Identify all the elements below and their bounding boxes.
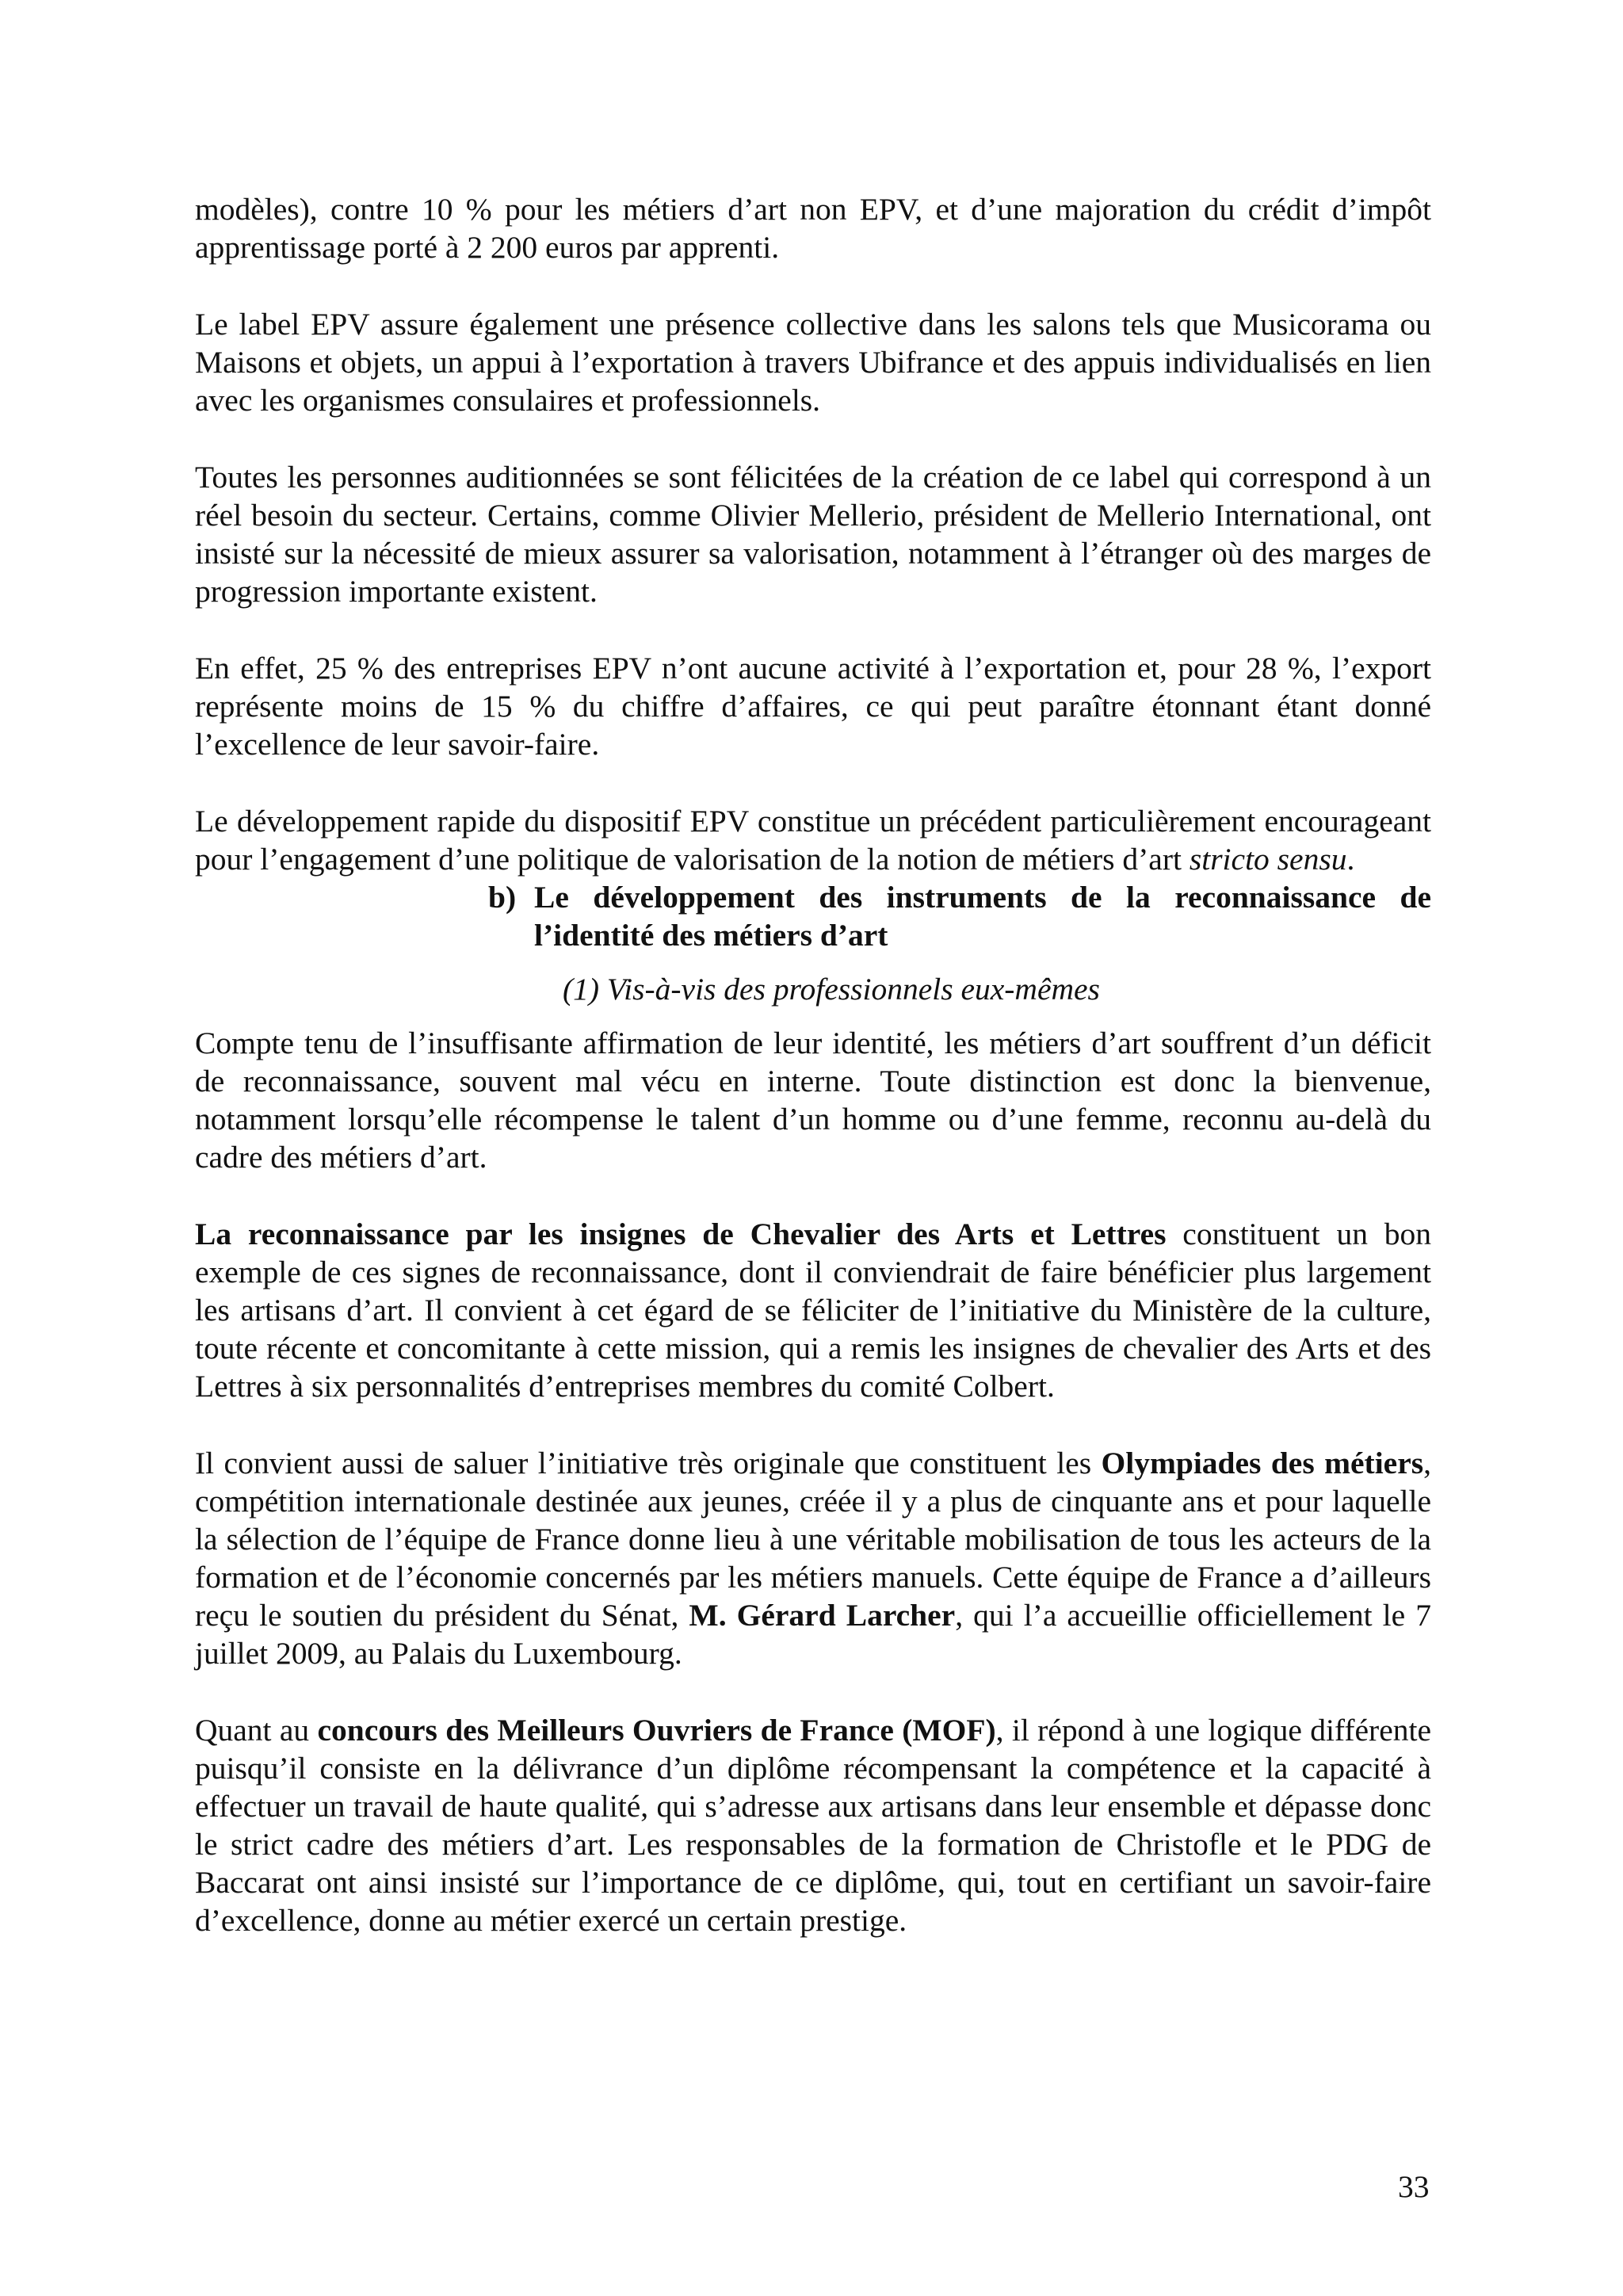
paragraph <box>195 1024 1431 1176</box>
text-run: . <box>1346 842 1355 877</box>
subsection-heading: (1) Vis-à-vis des professionnels eux-mêmes <box>563 972 1100 1007</box>
text-run: Le label EPV assure également une présence collective dans les salons tels que Musicorama ou Maisons et objets, un appui à l’exportation à travers Ubifrance et des appuis individualisés en lien avec les organismes consulaires et professionnels. <box>195 307 1431 418</box>
text-run: Quant au <box>195 1713 318 1748</box>
text-run: Le développement rapide du dispositif EPV constitue un précédent particulièrement encourageant pour l’engagement d’une politique de valorisation de la notion de métiers d’art <box>195 804 1431 877</box>
paragraph <box>195 1215 1431 1405</box>
paragraph <box>195 1711 1431 1939</box>
bold-run: M. Gérard Larcher <box>689 1598 956 1633</box>
paragraphs-top <box>195 190 1431 878</box>
italic-run: stricto sensu <box>1189 842 1347 877</box>
paragraph <box>195 1444 1431 1672</box>
text-run: Compte tenu de l’insuffisante affirmation de leur identité, les métiers d’art souffrent d’un déficit de reconnaissance, souvent mal vécu en interne. Toute distinction est donc la bienvenue, notamment lorsqu’elle récompense le talent d’un homme ou d’une femme, reconnu au-delà du cadre des métiers d’art. <box>195 1026 1431 1175</box>
text-run: constituent un bon exemple de ces signes de reconnaissance, dont il conviendrait de faire bénéficier plus largement les artisans d’art. Il convient à cet égard de se féliciter de l’initiative du Ministère de la culture, toute récente et concomitante à cette mission, qui a remis les insignes de chevalier des Arts et des Lettres à six personnalités d’entreprises membres du comité Colbert. <box>195 1217 1431 1404</box>
bold-run: Olympiades des métiers <box>1101 1446 1424 1480</box>
text-run: , il répond à une logique différente puisqu’il consiste en la délivrance d’un diplôme récompensant la compétence et la capacité à effectuer un travail de haute qualité, qui s’adresse aux artisans dans leur ensemble et dépasse donc le strict cadre des métiers d’art. Les responsables de la formation de Christofle et le PDG de Baccarat ont ainsi insisté sur l’importance de ce diplôme, qui, tout en certifiant un savoir-faire d’excellence, donne au métier exercé un certain prestige. <box>195 1713 1431 1938</box>
section-heading-number: b) <box>488 880 517 915</box>
text-run: , compétition internationale destinée aux jeunes, créée il y a plus de cinquante ans et pour laquelle la sélection de l’équipe de France donne lieu à une véritable mobilisation de tous les acteurs de la formation et de l’économie concernés par les métiers manuels. Cette équipe de France a d’ailleurs reçu le soutien du président du Sénat, <box>195 1446 1431 1633</box>
page-number: 33 <box>1398 2169 1430 2204</box>
paragraph <box>195 802 1431 878</box>
paragraph <box>195 458 1431 610</box>
paragraph <box>195 649 1431 763</box>
text-run: modèles), contre 10 % pour les métiers d’art non EPV, et d’une majoration du crédit d’impôt apprentissage porté à 2 200 euros par apprenti. <box>195 192 1431 265</box>
text-run: En effet, 25 % des entreprises EPV n’ont aucune activité à l’exportation et, pour 28 %, l’export représente moins de 15 % du chiffre d’affaires, ce qui peut paraître étonnant étant donné l’excellence de leur savoir-faire. <box>195 651 1431 762</box>
bold-run: La reconnaissance par les insignes de Chevalier des Arts et Lettres <box>195 1217 1167 1251</box>
paragraphs-bottom <box>195 1024 1431 1939</box>
paragraph <box>195 190 1431 266</box>
section-heading <box>488 878 1431 954</box>
section-heading-text: Le développement des instruments de la reconnaissance de l’identité des métiers d’art <box>534 880 1431 953</box>
bold-run: concours des Meilleurs Ouvriers de France (MOF) <box>317 1713 996 1748</box>
document-page <box>195 190 1431 1939</box>
text-run: Toutes les personnes auditionnées se sont félicitées de la création de ce label qui correspond à un réel besoin du secteur. Certains, comme Olivier Mellerio, président de Mellerio International, ont insisté sur la nécessité de mieux assurer sa valorisation, notamment à l’étranger où des marges de progression importante existent. <box>195 460 1431 609</box>
text-run: Il convient aussi de saluer l’initiative très originale que constituent les <box>195 1446 1102 1480</box>
text-run: , qui l’a accueillie officiellement le 7 juillet 2009, au Palais du Luxembourg. <box>195 1598 1431 1671</box>
paragraph <box>195 305 1431 419</box>
